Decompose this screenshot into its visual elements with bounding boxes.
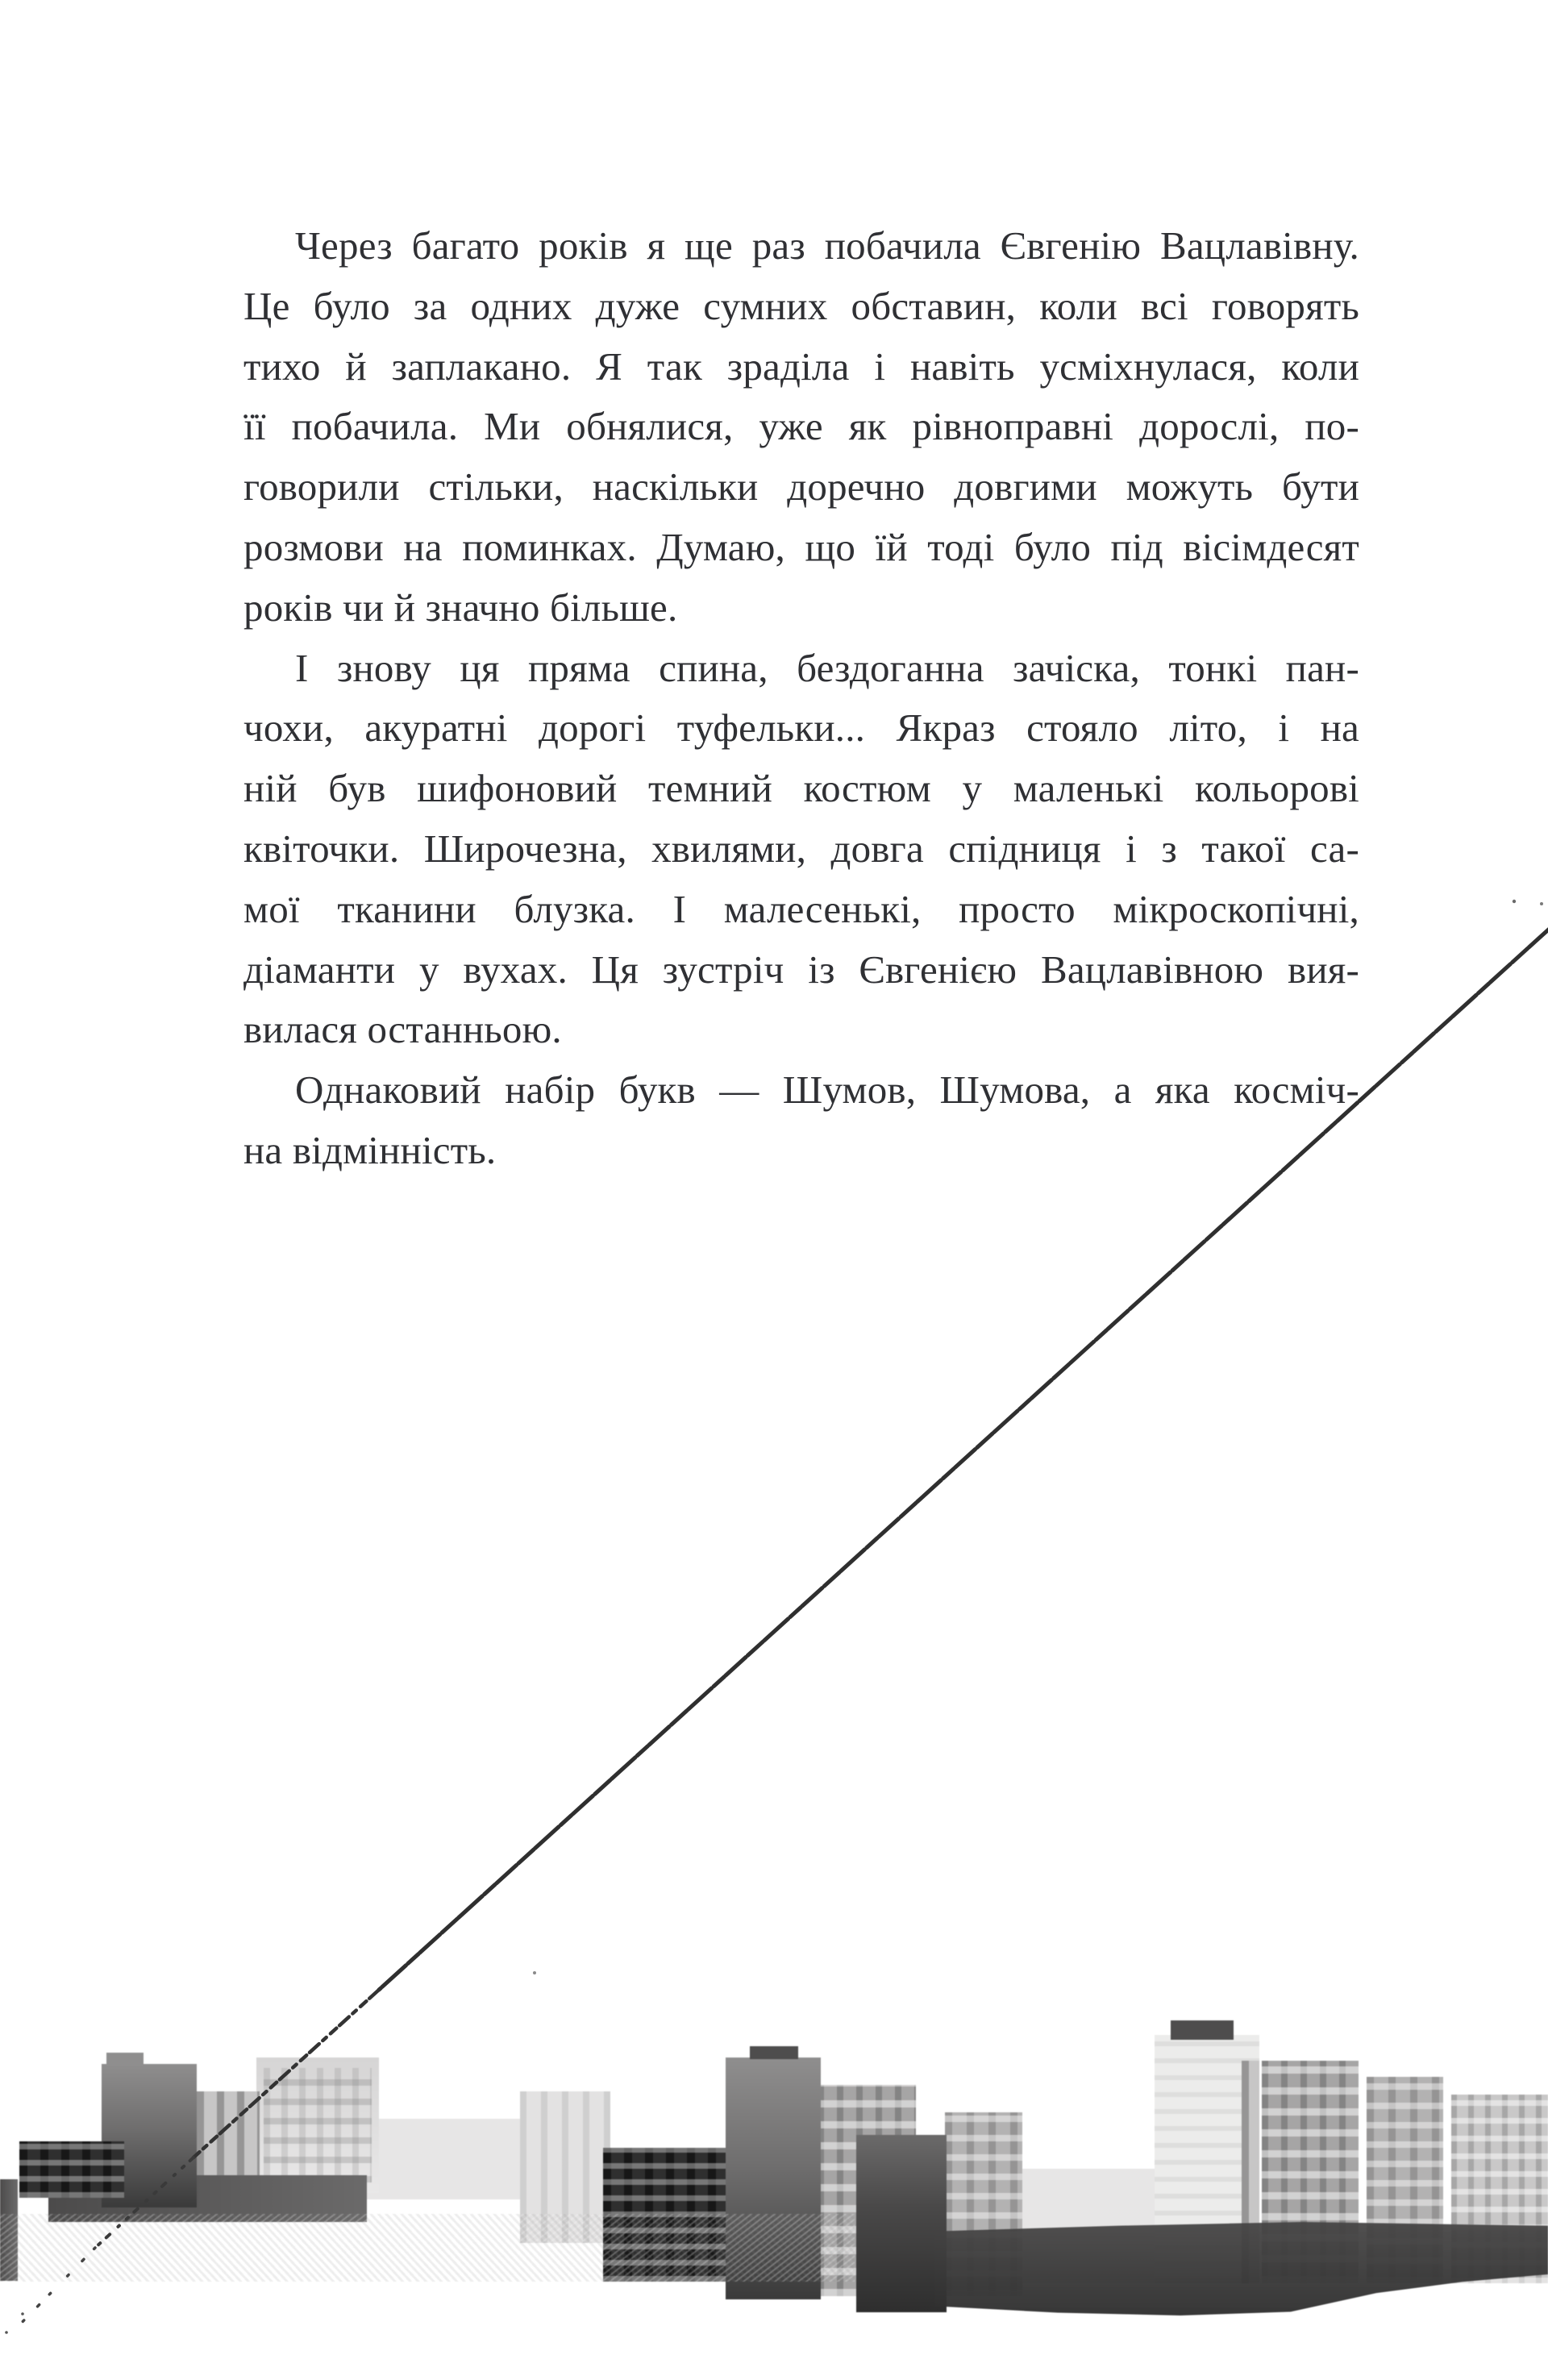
text-line: розмови на поминках. Думаю, що їй тоді було під вісімдесят: [243, 524, 1359, 569]
text-line: діаманти у вухах. Ця зустріч із Євгенією Вацлавівною вия-: [243, 947, 1359, 992]
building-roof-cap-left: [106, 2053, 144, 2066]
text-line: І знову ця пряма спина, бездоганна зачіска, тонкі пан-: [295, 645, 1359, 690]
text-line: Однаковий набір букв — Шумов, Шумова, а яка косміч-: [295, 1067, 1359, 1113]
text-line: вилася останньою.: [243, 1007, 562, 1052]
text-line: ній був шифоновий темний костюм у маленькі кольорові: [243, 766, 1359, 811]
building-ghost-left: [367, 2119, 520, 2199]
text-line: мої тканини блузка. І малесенькі, просто мікроскопічні,: [243, 886, 1359, 931]
building-lowrise-left: [19, 2141, 124, 2198]
ground-wash-light: [0, 2214, 855, 2282]
text-line: говорили стільки, наскільки доречно довгими можуть бути: [243, 464, 1359, 510]
building-dark-center: [856, 2135, 947, 2312]
text-line: чохи, акуратні дорогі туфельки... Якраз стояло літо, і на: [243, 705, 1359, 751]
text-line: квіточки. Широчезна, хвилями, довга спідниця і з такої са-: [243, 826, 1359, 871]
text-line: тихо й заплакано. Я так зраділа і навіть усміхнулася, коли: [243, 343, 1359, 389]
building-roof-cap-center: [750, 2046, 798, 2059]
ground-band-dark: [935, 2222, 1548, 2316]
text-line: років чи й значно більше.: [243, 585, 678, 630]
text-line: Через багато років я ще раз побачила Євгенію Вацлавівну.: [295, 223, 1359, 268]
text-line: на відмінність.: [243, 1127, 497, 1172]
building-roof-slab-right: [1171, 2020, 1234, 2040]
building-light-left: [256, 2058, 379, 2193]
text-line: її побачила. Ми обнялися, уже як рівноправні дорослі, по-: [243, 404, 1359, 449]
text-line: Це було за одних дуже сумних обставин, коли всі говорять: [243, 283, 1359, 328]
